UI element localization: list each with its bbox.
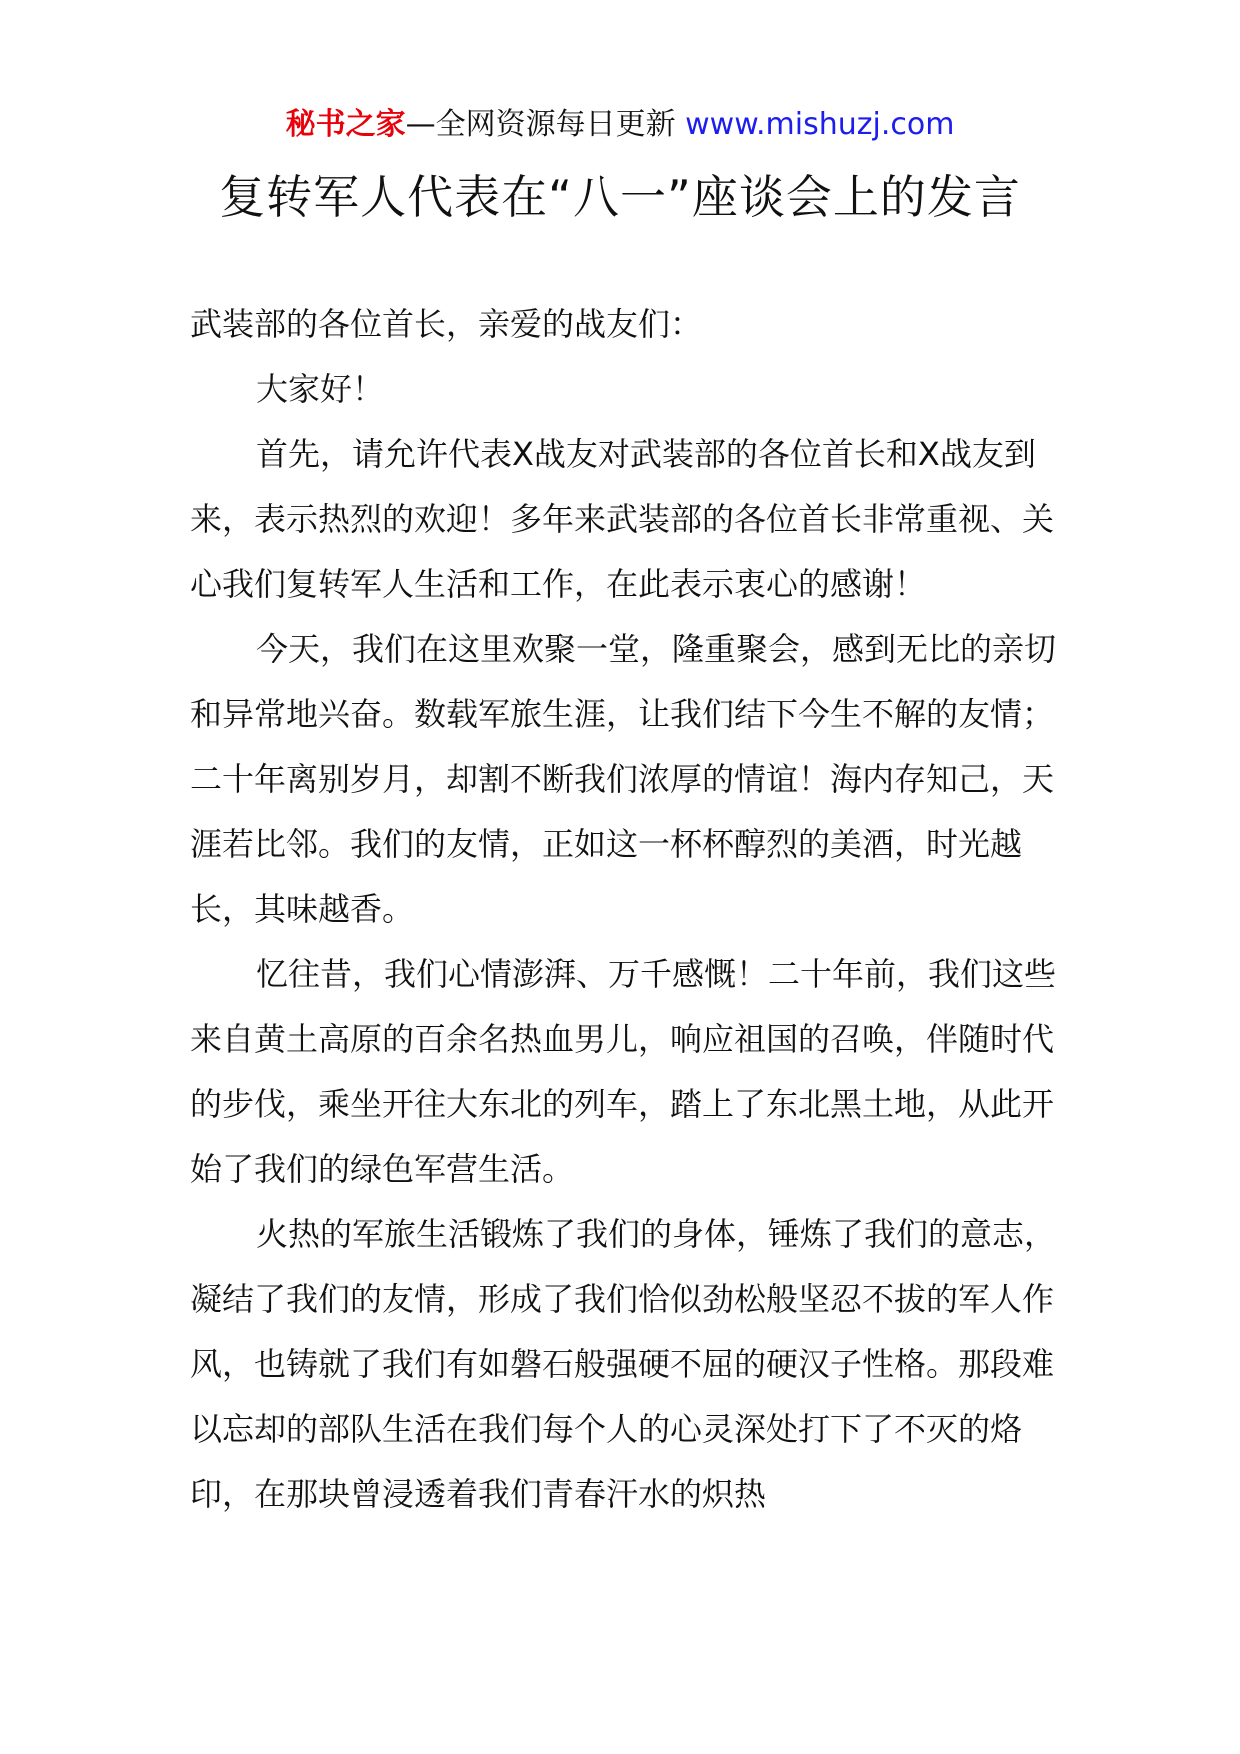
paragraph-welcome: 首先，请允许代表X战友对武装部的各位首长和X战友到来，表示热烈的欢迎！多年来武装部的各位首长非常重视、关心我们复转军人生活和工作，在此表示衷心的感谢！ bbox=[190, 435, 1055, 603]
site-url-link[interactable]: www.mishuzj.com bbox=[685, 107, 955, 142]
paragraph-memories: 忆往昔，我们心情澎湃、万千感慨！二十年前，我们这些来自黄土高原的百余名热血男儿，响应祖国的召唤，伴随时代的步伐，乘坐开往大东北的列车，踏上了东北黑土地，从此开始了我们的绿色军营生活。 bbox=[190, 955, 1057, 1188]
site-header bbox=[0, 100, 1240, 150]
paragraph-greeting: 大家好！ bbox=[256, 370, 385, 408]
salutation: 武装部的各位首长，亲爱的战友们： bbox=[190, 305, 703, 343]
header-tagline: —全网资源每日更新 bbox=[405, 107, 676, 142]
paragraph-military-life: 火热的军旅生活锻炼了我们的身体，锤炼了我们的意志，凝结了我们的友情，形成了我们恰似劲松般坚忍不拔的军人作风，也铸就了我们有如磐石般强硬不屈的硬汉子性格。那段难以忘却的部队生活在我们每个人的心灵深处打下了不灭的烙印，在那块曾浸透着我们青春汗水的炽热 bbox=[190, 1215, 1057, 1513]
document-body bbox=[190, 292, 1060, 1527]
brand-name: 秘书之家 bbox=[285, 107, 406, 142]
paragraph-reunion: 今天，我们在这里欢聚一堂，隆重聚会，感到无比的亲切和异常地兴奋。数载军旅生涯，让我们结下今生不解的友情；二十年离别岁月，却割不断我们浓厚的情谊！海内存知己，天涯若比邻。我们的友情，正如这一杯杯醇烈的美酒，时光越长，其味越香。 bbox=[190, 630, 1057, 928]
document-title: 复转军人代表在“八一”座谈会上的发言 bbox=[219, 170, 1021, 224]
